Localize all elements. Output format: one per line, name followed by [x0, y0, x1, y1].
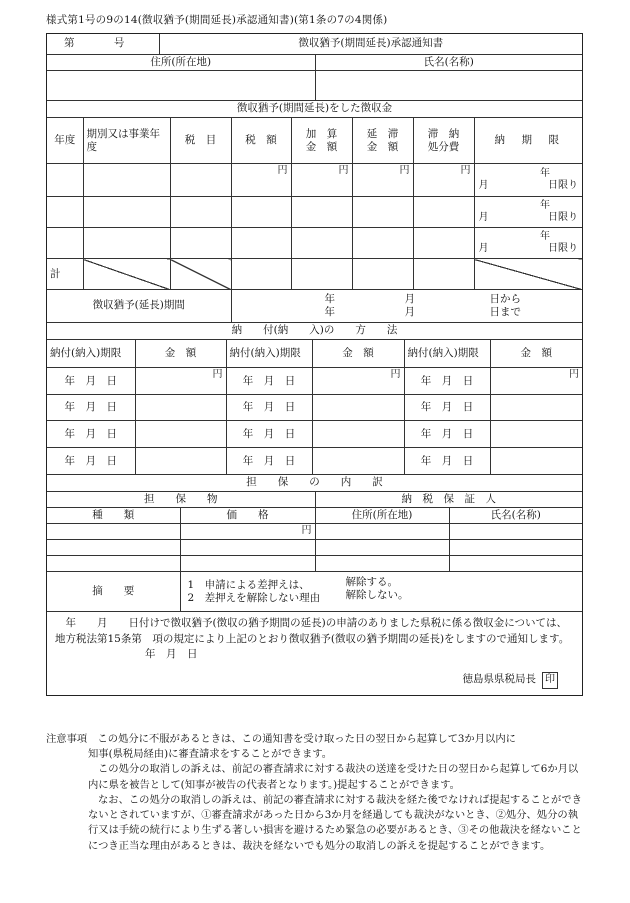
col-year: 年度	[47, 118, 83, 164]
notes-label: 注意事項	[46, 733, 88, 745]
notice-form	[46, 33, 583, 696]
period-field[interactable]: 年 月 日から 年 月 日まで	[231, 290, 582, 322]
table-row: 年 月 日 年 月 日 年 月 日	[47, 395, 582, 421]
collateral-label: 担 保 物	[47, 491, 315, 507]
table-row	[47, 555, 582, 571]
issuer-signature	[55, 672, 574, 689]
guarantor-address-label: 住所(所在地)	[315, 507, 449, 523]
release-option[interactable]: 解除する。	[345, 575, 398, 588]
col-tax-amount: 税 額	[231, 118, 291, 164]
recipient-table	[47, 55, 582, 101]
notes-paragraph-2: この処分の取消しの訴えは、前記の審査請求に対する裁決の送達を受けた日の翌日から起算して6か月以内に県を被告として(知事が被告の代表者となります。)提起することができます。	[88, 763, 579, 791]
collateral-table	[47, 475, 582, 572]
notice-date: 年 月 日	[145, 647, 198, 660]
address-field[interactable]	[47, 70, 315, 100]
notes-first-line: 注意事項 この処分に不服があるときは、この通知書を受け取った日の翌日から起算して3か月以内に	[46, 733, 516, 745]
table-row: 円 円 円 円 年 月 日限り	[47, 164, 582, 197]
pay-amount-header: 金 額	[135, 340, 226, 368]
notes: 注意事項 この処分に不服があるときは、この通知書を受け取った日の翌日から起算して3か月以内に 知事(県税局経由)に審査請求をすることができます。 この処分の取消しの訴えは、前記の審査請求に対する裁決の送達を受けた日の翌日から起算して6か月以内に県を被告として(知事が被告の代表者となります。)提起することができます。 なお、この処分の取消しの訴えは、前記の審査請求に対する裁決を経た後でなければ提起することができないとされていますが、①審査請求があった日から3か月を経過しても裁決がないとき、②処分、処分の執行又は手続の続行により生ずる著しい損害を避けるため緊急の必要があるとき、③その他裁決を経ないことにつき正当な理由があるときは、裁決を経ないでも処分の取消しの訴えを提起することができます。	[46, 732, 586, 854]
section-breakdown-title: 担 保 の 内 訳	[47, 475, 582, 491]
summary-field: 1 申請による差押えは、 2 差押えを解除しない理由 解除する。 解除しない。	[180, 572, 582, 612]
pay-amount-header: 金 額	[312, 340, 404, 368]
col-delinquency: 延 滞 金 額	[352, 118, 413, 164]
col-tax-item: 税 目	[170, 118, 231, 164]
notice-body	[47, 612, 582, 694]
notice-text: 年 月 日付けで徴収猶予(徴収の猶予期間の延長)の申請のありました県税に係る徴収金については、地方税法第15条第 項の規定により上記のとおり徴収猶予(徴収の猶予期間の延長)をしますので通知します。	[55, 617, 570, 645]
document-title: 徴収猶予(期間延長)承認通知書	[159, 34, 582, 54]
section-tax-title: 徴収猶予(期間延長)をした徴収金	[47, 101, 582, 118]
pay-due-header: 納付(納入)期限	[47, 340, 135, 368]
address-label: 住所(所在地)	[47, 55, 315, 71]
col-additional: 加 算 金 額	[291, 118, 352, 164]
diagonal-cell	[474, 259, 582, 290]
col-due-date: 納 期 限	[474, 118, 582, 164]
value-label: 価 格	[180, 507, 315, 523]
col-disposition: 滞 納 処分費	[413, 118, 474, 164]
diagonal-cell	[170, 259, 231, 290]
table-row: 円	[47, 523, 582, 539]
period-table	[47, 290, 582, 323]
table-row: 年 月 日 年 月 日 年 月 日	[47, 421, 582, 448]
table-row	[47, 539, 582, 555]
number-field: 第 号	[47, 34, 159, 54]
notes-paragraph-3: なお、この処分の取消しの訴えは、前記の審査請求に対する裁決を経た後でなければ提起することができないとされていますが、①審査請求があった日から3か月を経過しても裁決がないとき、②処分、処分の執行又は手続の続行により生ずる著しい損害を避けるため緊急の必要があるとき、③その他裁決を経ないことにつき正当な理由があるときは、裁決を経ないでも処分の取消しの訴えを提起することができます。	[88, 793, 582, 852]
section-payment-title: 納 付(納 入)の 方 法	[47, 323, 582, 340]
table-row: 年 月 日 年 月 日 年 月 日	[47, 448, 582, 475]
table-row: 年 月 日限り	[47, 197, 582, 228]
guarantor-label: 納 税 保 証 人	[315, 491, 582, 507]
period-label: 徴収猶予(延長)期間	[47, 290, 231, 322]
pay-due-header: 納付(納入)期限	[226, 340, 312, 368]
name-field[interactable]	[315, 70, 582, 100]
form-header: 様式第1号の9の14(徴収猶予(期間延長)承認通知書)(第1条の7の4関係)	[46, 14, 388, 26]
issuer-name: 徳島県県税局長	[462, 673, 536, 686]
total-label: 計	[47, 259, 83, 290]
payment-table	[47, 323, 582, 476]
pay-due-header: 納付(納入)期限	[404, 340, 490, 368]
diagonal-cell	[83, 259, 170, 290]
table-row: 年 月 日 円 年 月 日 円 年 月 日 円	[47, 368, 582, 395]
summary-table	[47, 572, 582, 613]
guarantor-name-label: 氏名(名称)	[449, 507, 582, 523]
col-period: 期別又は事業年度	[83, 118, 170, 164]
seal-mark: 印	[542, 672, 558, 689]
pay-amount-header: 金 額	[490, 340, 582, 368]
table-row: 年 月 日限り	[47, 228, 582, 259]
name-label: 氏名(名称)	[315, 55, 582, 71]
no-release-option[interactable]: 解除しない。	[345, 588, 409, 601]
title-table	[47, 34, 582, 55]
total-row	[47, 259, 582, 290]
tax-table	[47, 101, 582, 291]
summary-label: 摘 要	[47, 572, 180, 612]
type-label: 種 類	[47, 507, 180, 523]
